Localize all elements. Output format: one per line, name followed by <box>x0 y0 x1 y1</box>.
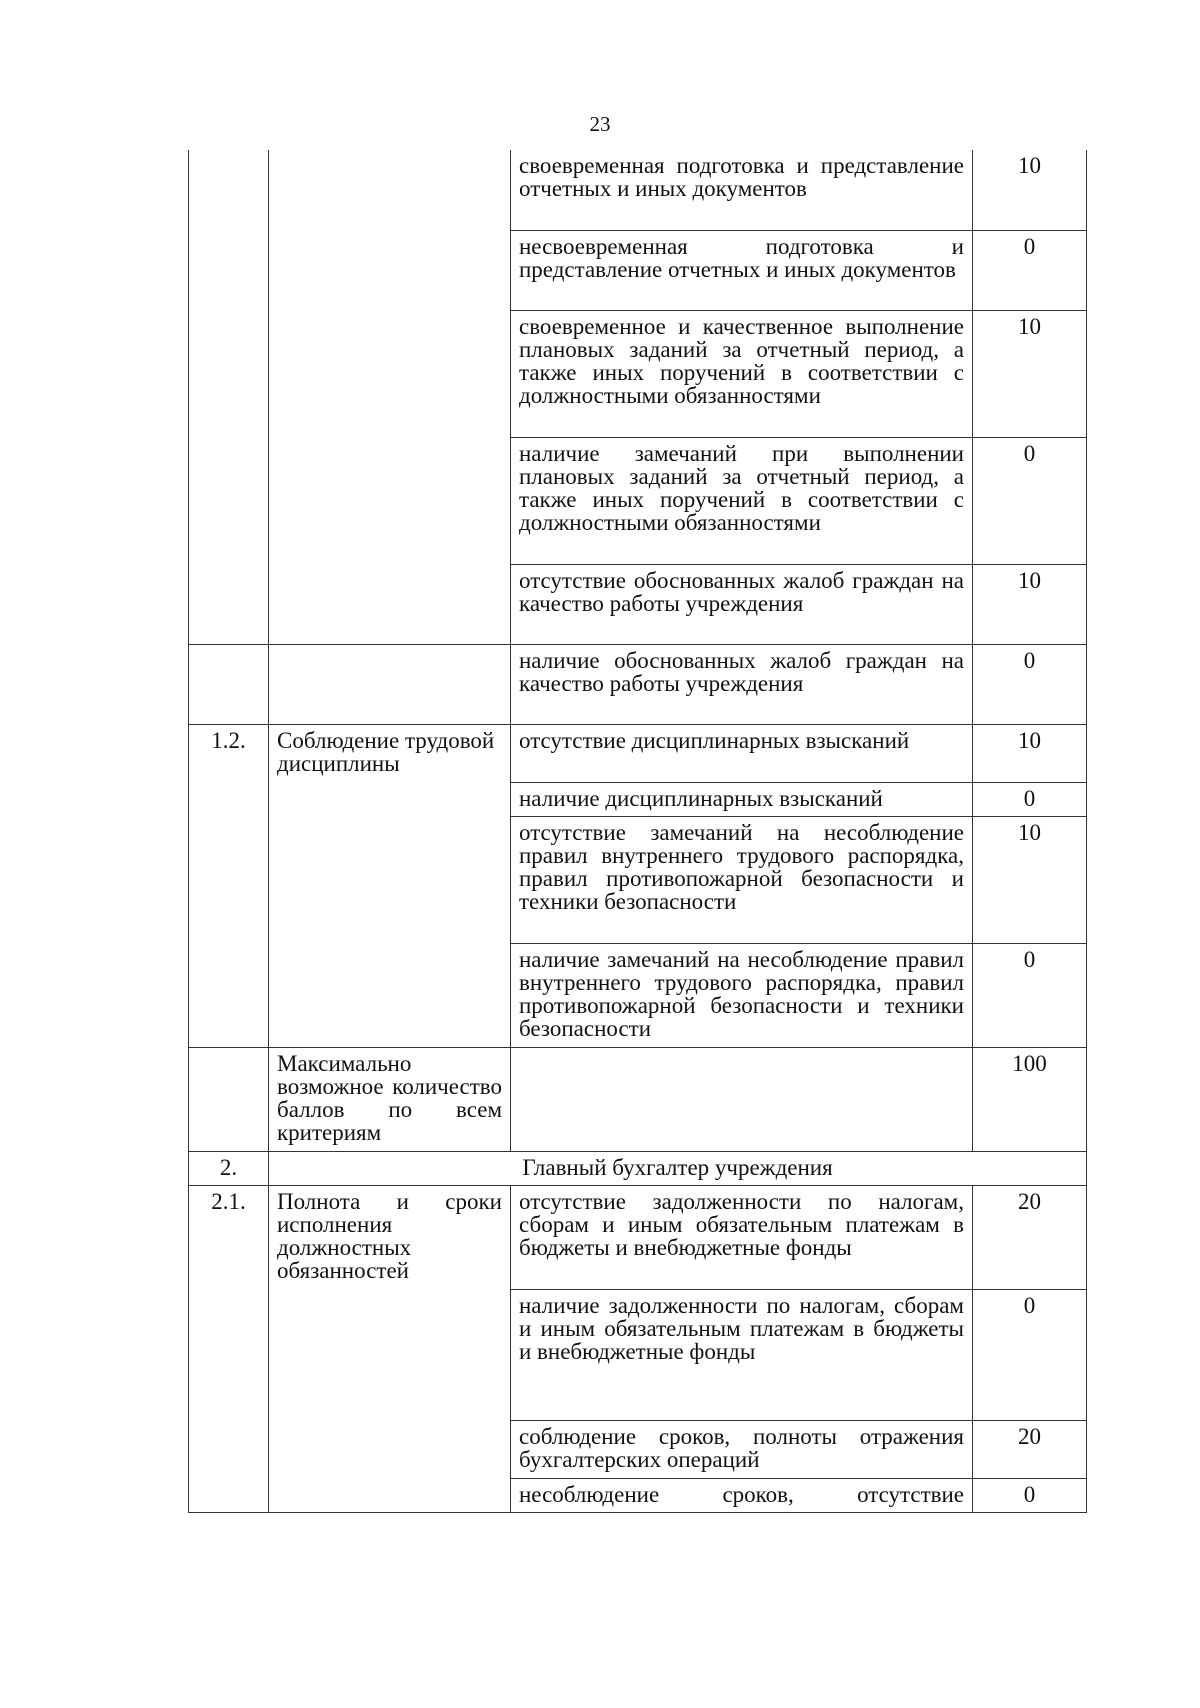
row-number-cell <box>189 150 269 644</box>
section-number: 2. <box>189 1151 269 1185</box>
points-cell: 0 <box>973 943 1087 1047</box>
criterion-cell: Полнота и сроки исполнения должностных обязанностей <box>269 1185 511 1512</box>
condition-cell: своевременная подготовка и представление отчетных и иных документов <box>511 150 973 230</box>
points-cell: 0 <box>973 644 1087 724</box>
criteria-table <box>188 150 1087 1513</box>
criterion-cell: Соблюдение трудовой дисциплины <box>269 724 511 1047</box>
table-row <box>189 1047 1087 1151</box>
condition-cell: своевременное и качественное выполнение плановых заданий за отчетный период, а также иных поручений в соответствии с должностными обязанностями <box>511 310 973 437</box>
page-number: 23 <box>589 112 611 136</box>
condition-cell: наличие обоснованных жалоб граждан на качество работы учреждения <box>511 644 973 724</box>
points-cell: 0 <box>973 782 1087 816</box>
condition-cell: несоблюдение сроков, отсутствие <box>511 1478 973 1512</box>
condition-cell: отсутствие дисциплинарных взысканий <box>511 724 973 782</box>
table-row <box>189 1185 1087 1289</box>
condition-cell: отсутствие замечаний на несоблюдение правил внутреннего трудового распорядка, правил противопожарной безопасности и техники безопасности <box>511 816 973 943</box>
points-cell: 20 <box>973 1185 1087 1289</box>
condition-cell: наличие замечаний на несоблюдение правил внутреннего трудового распорядка, правил противопожарной безопасности и техники безопасности <box>511 943 973 1047</box>
points-cell: 0 <box>973 230 1087 310</box>
condition-cell: соблюдение сроков, полноты отражения бухгалтерских операций <box>511 1420 973 1478</box>
table-row <box>189 644 1087 724</box>
condition-cell: отсутствие задолженности по налогам, сборам и иным обязательным платежам в бюджеты и внебюджетные фонды <box>511 1185 973 1289</box>
points-cell: 10 <box>973 816 1087 943</box>
points-cell: 20 <box>973 1420 1087 1478</box>
condition-cell: наличие дисциплинарных взысканий <box>511 782 973 816</box>
points-cell: 10 <box>973 564 1087 644</box>
points-cell: 10 <box>973 150 1087 230</box>
row-number-cell: 1.2. <box>189 724 269 1047</box>
section-title: Главный бухгалтер учреждения <box>269 1151 1087 1185</box>
table-row <box>189 150 1087 230</box>
condition-cell: отсутствие обоснованных жалоб граждан на качество работы учреждения <box>511 564 973 644</box>
points-cell: 0 <box>973 1289 1087 1420</box>
row-number-cell <box>189 644 269 724</box>
points-cell: 10 <box>973 724 1087 782</box>
points-cell: 0 <box>973 437 1087 564</box>
condition-cell: несвоевременная подготовка и представление отчетных и иных документов <box>511 230 973 310</box>
max-points-label: Максимально возможное количество баллов по всем критериям <box>269 1047 511 1151</box>
criterion-cell <box>269 150 511 644</box>
points-cell: 0 <box>973 1478 1087 1512</box>
condition-cell <box>511 1047 973 1151</box>
condition-cell: наличие замечаний при выполнении плановых заданий за отчетный период, а также иных поручений в соответствии с должностными обязанностями <box>511 437 973 564</box>
points-cell: 10 <box>973 310 1087 437</box>
table-row <box>189 724 1087 782</box>
table-row <box>189 1151 1087 1185</box>
max-points-value: 100 <box>973 1047 1087 1151</box>
row-number-cell <box>189 1047 269 1151</box>
row-number-cell: 2.1. <box>189 1185 269 1512</box>
condition-cell: наличие задолженности по налогам, сборам и иным обязательным платежам в бюджеты и внебюджетные фонды <box>511 1289 973 1420</box>
criterion-cell <box>269 644 511 724</box>
